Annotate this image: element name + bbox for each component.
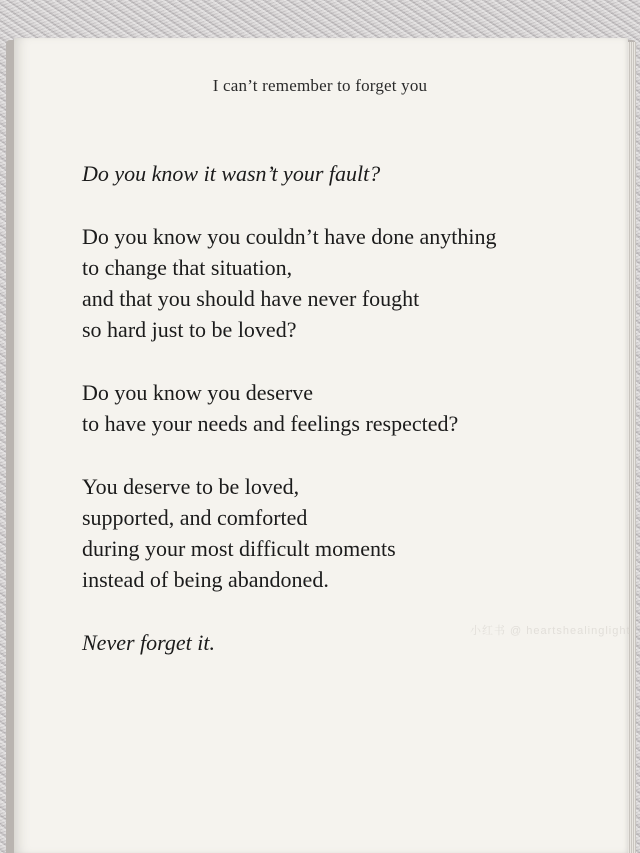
stanza-gap (82, 345, 602, 377)
page-title: I can’t remember to forget you (212, 76, 428, 95)
poem-line: Do you know you couldn’t have done anything (82, 224, 497, 249)
poem-line: Do you know you deserve (82, 380, 313, 405)
poem-body (82, 158, 602, 658)
poem-line: Do you know it wasn’t your fault? (82, 161, 381, 186)
page-edges (628, 42, 636, 853)
poem-line: to change that situation, (82, 255, 293, 280)
poem-line: instead of being abandoned. (82, 567, 329, 592)
poem-line: Never forget it. (82, 630, 215, 655)
stanza-gap (82, 439, 602, 471)
poem-line: to have your needs and feelings respected? (82, 411, 459, 436)
watermark: 小红书 @ heartshealinglight (470, 625, 631, 637)
poem-line: You deserve to be loved, (82, 474, 300, 499)
poem-line: during your most difficult moments (82, 536, 396, 561)
poem-line: so hard just to be loved? (82, 317, 297, 342)
poem-line: supported, and comforted (82, 505, 308, 530)
stanza-gap (82, 189, 602, 221)
poem-line: and that you should have never fought (82, 286, 420, 311)
